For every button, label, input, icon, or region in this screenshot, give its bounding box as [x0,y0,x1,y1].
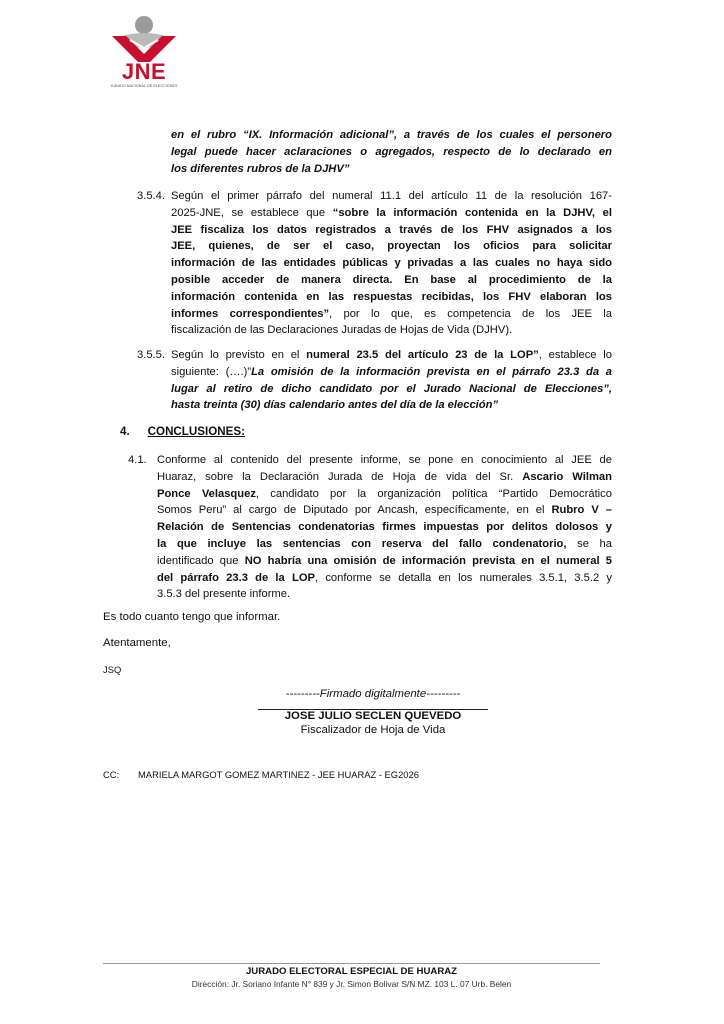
closing-salutation: Atentamente, [103,637,171,649]
logo-subtext: JURADO NACIONAL DE ELECCIONES [110,84,178,88]
text-line: Según el primer párrafo del numeral 11.1 del artículo 11 de la resolución 167- [171,190,612,202]
text-line: informes correspondientes”, por lo que, es competencia de los JEE la [171,307,612,320]
text-line: Según lo previsto en el numeral 23.5 del artículo 23 de la LOP”, establece lo [171,349,612,361]
text-line: en el rubro “IX. Información adicional”, a través de los cuales el personero [171,129,612,141]
text-line: Ponce Velasquez, candidato por la organización política “Partido Democrático [157,487,612,500]
paragraph-4-1 [157,452,612,603]
jne-emblem-icon [104,14,184,64]
signer-name: JOSE JULIO SECLEN QUEVEDO [284,710,462,722]
paragraph-3-5-5 [171,347,612,414]
text-line: información contenida en las respuestas recibidas, los FHV elaboran los [171,290,612,303]
text-line: 3.5.3 del presente informe. [157,588,291,601]
logo-text: JNE [121,59,167,84]
digital-signature-note: ---------Firmado digitalmente--------- [285,688,461,700]
item-number-3-5-5: 3.5.5. [137,349,165,361]
text-line: los diferentes rubros de la DJHV” [171,162,350,175]
text-line: fiscalización de las Declaraciones Juradas de Hojas de Vida (DJHV). [171,324,513,337]
text-line: JEE, quienes, de ser el caso, proyectan los oficios para solicitar [171,240,612,253]
footer-address: Dirección: Jr. Soriano Infante N° 839 y Jr. Simon Bolivar S/N MZ. 103 L. 07 Urb. Belen [191,979,512,989]
paragraph-3-5-4 [171,188,612,339]
text-line: del párrafo 23.3 de la LOP, conforme se detalla en los numerales 3.5.1, 3.5.2 y [157,571,612,584]
section-number: 4. [120,425,130,438]
item-number-4-1: 4.1. [128,454,147,466]
item-number-3-5-4: 3.5.4. [137,190,165,202]
text-line: Somos Peru” al cargo de Diputado por Ancash, específicamente, en el Rubro V – [157,504,612,517]
text-line: Relación de Sentencias condenatorias firmes impuestas por delitos dolosos y [157,521,612,534]
text-line: posible acceder de manera directa. En base al procedimiento de la [171,273,612,286]
cc-label: CC: [103,769,120,780]
section-title: CONCLUSIONES: [147,425,245,438]
text-line: identificado que NO habría una omisión de información prevista en el numeral 5 [157,554,612,567]
cc-recipient: MARIELA MARGOT GOMEZ MARTINEZ - JEE HUARAZ - EG2026 [138,769,419,780]
text-line: legal puede hacer aclaraciones o agregados, respecto de lo declarado en [171,145,612,158]
text-line: siguiente: (….)”La omisión de la información prevista en el párrafo 23.3 da a [171,365,612,378]
section-heading-conclusiones [120,425,245,438]
text-line: Huaraz, sobre la Declaración Jurada de Hoja de vida del Sr. Ascario Wilman [157,470,612,483]
text-line: Conforme al contenido del presente informe, se pone en conocimiento al JEE de [157,454,612,466]
text-line: hasta treinta (30) días calendario antes del día de la elección” [171,399,499,412]
signer-role: Fiscalizador de Hoja de Vida [300,724,446,736]
jne-logo [104,14,184,96]
text-line: JEE fiscaliza los datos registrados a través de los FHV asignados a los [171,223,612,236]
text-line: 2025-JNE, se establece que “sobre la información contenida en la DJHV, el [171,206,612,219]
closing-statement: Es todo cuanto tengo que informar. [103,611,281,623]
footer-divider [103,963,600,964]
author-initials: JSQ [103,664,122,675]
footer-institution: JURADO ELECTORAL ESPECIAL DE HUARAZ [245,966,458,977]
text-line: la que incluye las sentencias con reserva del fallo condenatorio, se ha [157,537,612,550]
text-line: lugar al retiro de dicho candidato por el Jurado Nacional de Elecciones”, [171,382,612,395]
paragraph-continuation [171,127,612,177]
text-line: información de las entidades públicas y privadas a las cuales no haya sido [171,257,612,270]
